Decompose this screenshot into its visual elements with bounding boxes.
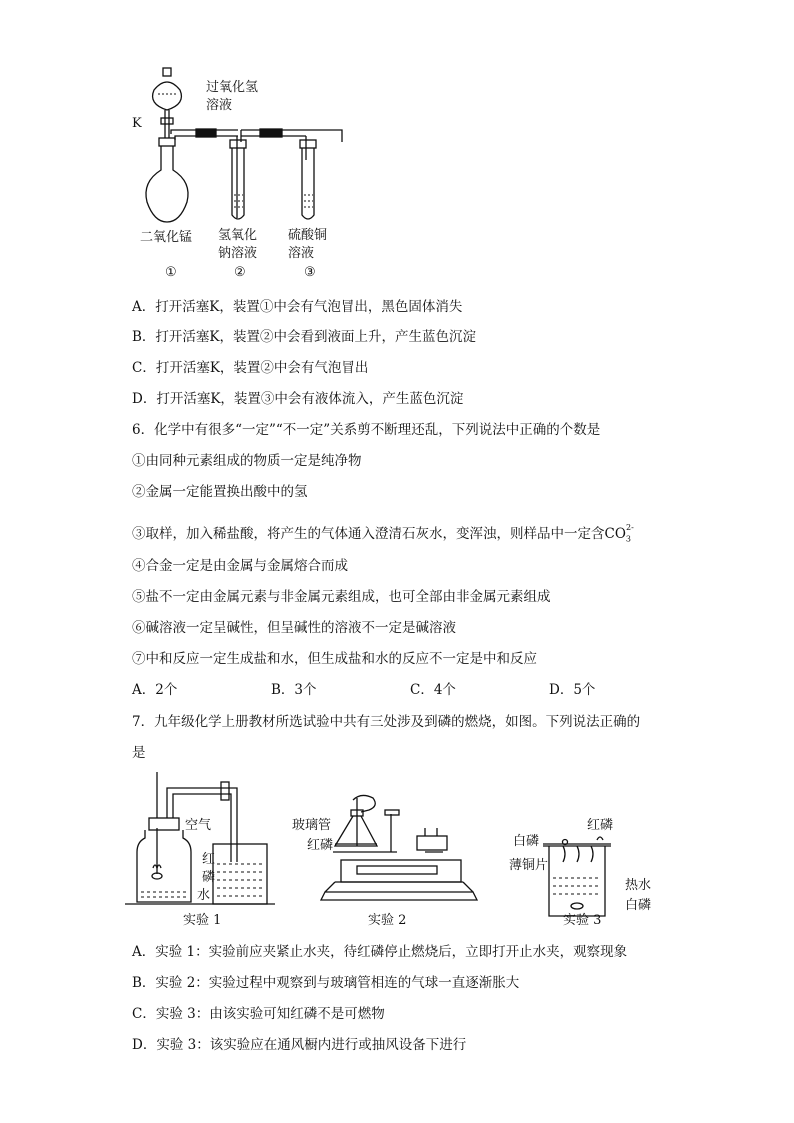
q6-statement-2: ②金属一定能置换出酸中的氢 [132,484,308,500]
label-naoh-line1: 氢氧化 [218,228,258,243]
label-white-p-bottom: 白磷 [625,898,652,913]
carbonate-charge: 2- [626,523,634,532]
q6-option-c: C．4个 [410,682,456,698]
label-cuso4-line2: 溶液 [288,246,315,261]
label-red-p-top: 红磷 [587,818,614,833]
q6-statement-3 [132,519,634,549]
q6-statement-1: ①由同种元素组成的物质一定是纯净物 [132,453,362,469]
label-red-p-2: 磷 [202,870,216,885]
label-exp3: 实验 3 [563,913,602,928]
label-exp1: 实验 1 [183,913,222,928]
label-cuso4-line1: 硫酸铜 [288,228,328,243]
label-device-3: ③ [304,265,316,280]
label-copper-sheet: 薄铜片 [509,858,549,873]
q6-option-a: A．2个 [132,682,178,698]
carbonate-formula [604,523,634,544]
q6-option-d: D．5个 [549,682,596,698]
q6-statement-7: ⑦中和反应一定生成盐和水，但生成盐和水的反应不一定是中和反应 [132,651,537,667]
label-hot-water: 热水 [625,878,652,893]
q5-option-c: C．打开活塞K，装置②中会有气泡冒出 [132,360,369,376]
q6-statement-4: ④合金一定是由金属与金属熔合而成 [132,558,348,574]
q5-option-a: A．打开活塞K，装置①中会有气泡冒出，黑色固体消失 [132,299,463,315]
label-valve-k: K [132,116,142,131]
label-glass-tube: 玻璃管 [292,818,332,833]
q6-option-b: B．3个 [271,682,317,698]
label-h2o2-line2: 溶液 [206,98,233,113]
q7-option-b: B．实验 2：实验过程中观察到与玻璃管相连的气球一直逐渐胀大 [132,975,520,991]
figure-experiments [125,770,665,935]
figure-apparatus-1 [120,60,360,285]
label-red-p-1: 红 [202,852,216,867]
q6-statement-6: ⑥碱溶液一定呈碱性，但呈碱性的溶液不一定是碱溶液 [132,620,456,636]
label-red-p-exp2: 红磷 [307,838,334,853]
q6-statement-3-text: ③取样，加入稀盐酸，将产生的气体通入澄清石灰水，变浑浊，则样品中一定含 [132,526,605,542]
label-naoh-line2: 钠溶液 [218,246,258,261]
label-white-p-top: 白磷 [513,834,540,849]
carbonate-subscript: 3 [625,534,631,544]
q6-stem: 6．化学中有很多“一定”“不一定”关系剪不断理还乱，下列说法中正确的个数是 [132,422,601,438]
label-air: 空气 [185,818,212,833]
q7-stem-line1: 7．九年级化学上册教材所选试验中共有三处涉及到磷的燃烧，如图。下列说法正确的 [132,714,641,730]
q5-option-d: D．打开活塞K，装置③中会有液体流入，产生蓝色沉淀 [132,391,464,407]
carbonate-symbol: CO [604,526,626,542]
q7-option-a: A．实验 1：实验前应夹紧止水夹，待红磷停止燃烧后，立即打开止水夹，观察现象 [132,944,628,960]
label-device-1: ① [165,265,177,280]
label-h2o2-line1: 过氧化氢 [206,80,259,95]
q7-option-c: C．实验 3：由该实验可知红磷不是可燃物 [132,1006,385,1022]
label-exp2: 实验 2 [368,913,407,928]
label-mno2: 二氧化锰 [140,230,193,245]
q6-statement-5: ⑤盐不一定由金属元素与非金属元素组成，也可全部由非金属元素组成 [132,589,551,605]
q7-stem-line2: 是 [132,745,146,761]
q5-option-b: B．打开活塞K，装置②中会看到液面上升，产生蓝色沉淀 [132,329,477,345]
q7-option-d: D．实验 3：该实验应在通风橱内进行或抽风设备下进行 [132,1037,467,1053]
label-water: 水 [197,888,211,903]
label-device-2: ② [234,265,246,280]
